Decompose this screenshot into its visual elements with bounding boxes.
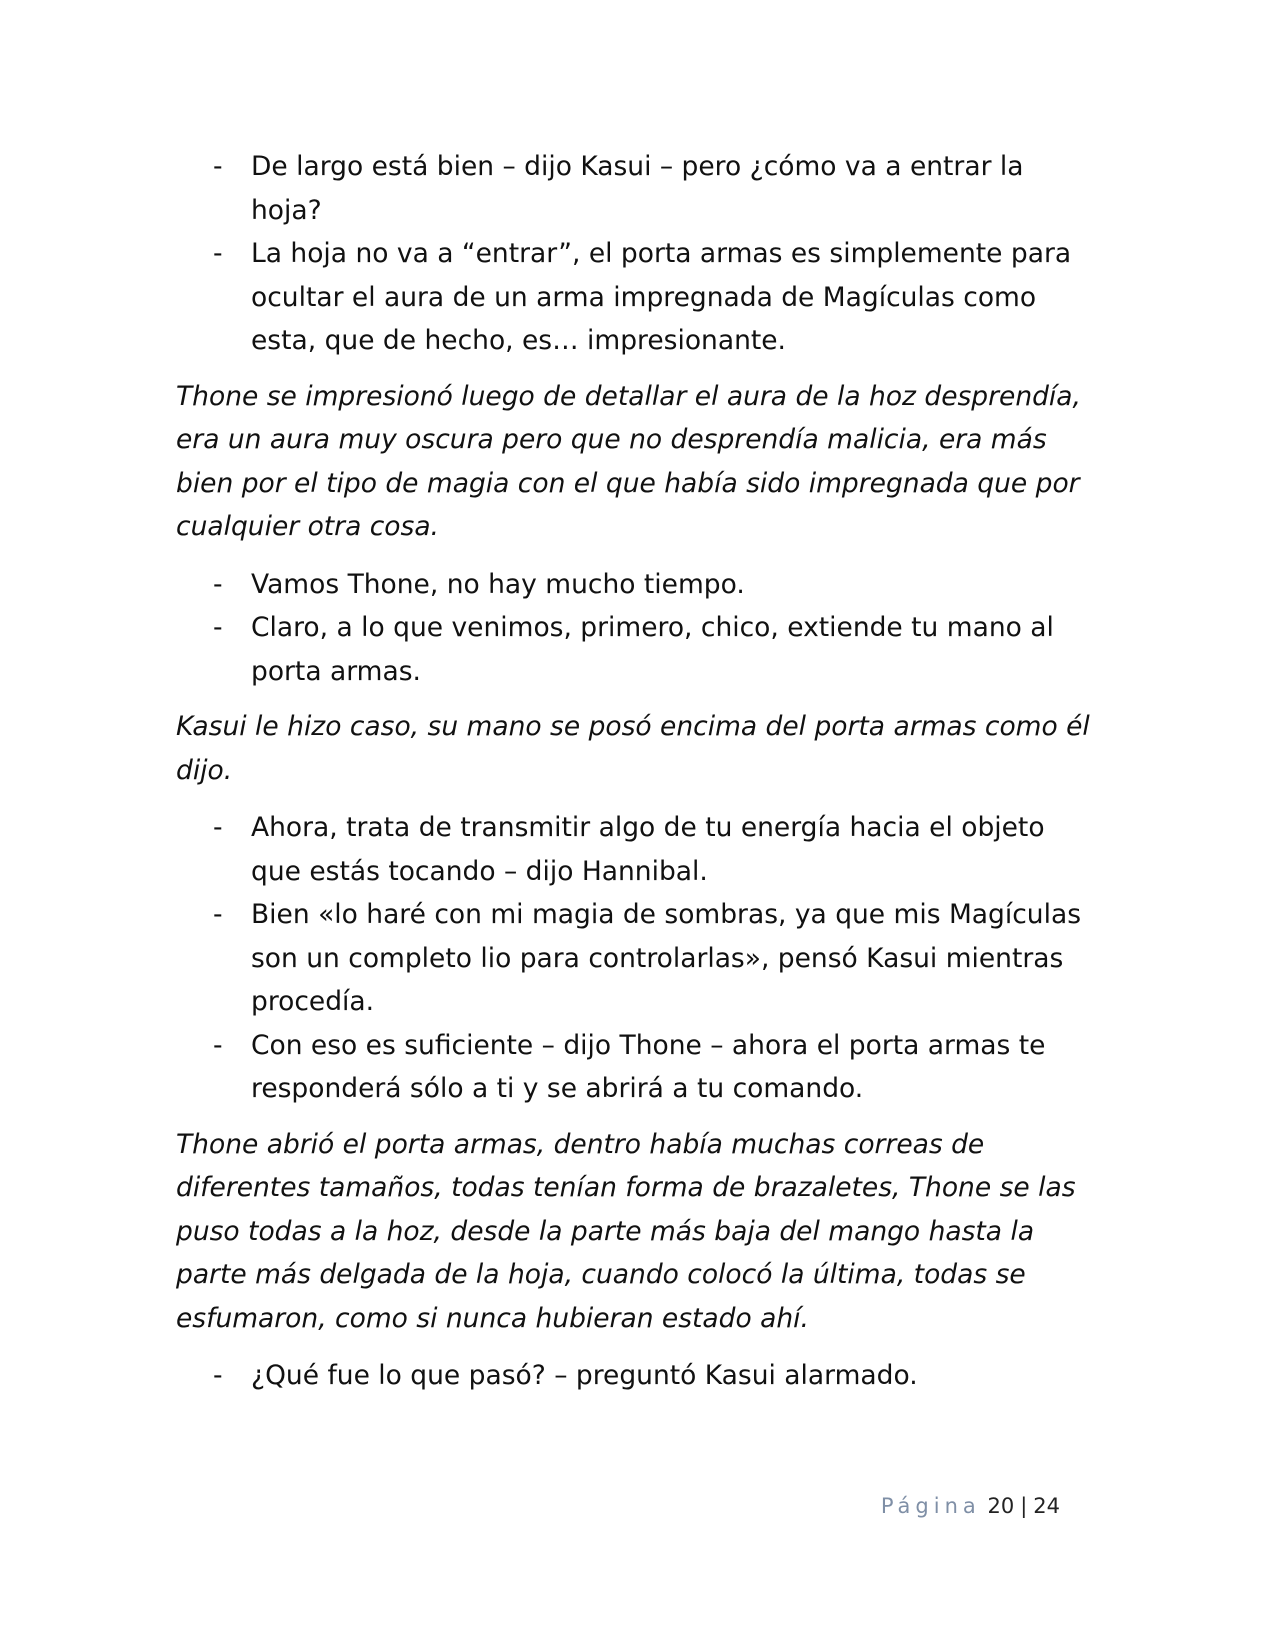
dialogue-text: Con eso es suficiente – dijo Thone – ahora el porta armas te responderá sólo a ti y se abrirá a tu comando. xyxy=(251,1029,1046,1104)
dialogue-list xyxy=(176,145,1096,363)
dialogue-line xyxy=(176,145,1096,232)
dialogue-dash: - xyxy=(213,1360,223,1391)
dialogue-list xyxy=(176,563,1096,694)
page-number: 20 xyxy=(987,1494,1015,1518)
narration-paragraph: Thone abrió el porta armas, dentro había muchas correas de diferentes tamaños, todas tenían forma de brazaletes, Thone se las puso todas a la hoz, desde la parte más baja del mango hasta la parte más delgada de la hoja, cuando colocó la última, todas se esfumaron, como si nunca hubieran estado ahí. xyxy=(176,1128,1076,1334)
dialogue-line xyxy=(176,606,1096,693)
dialogue-line xyxy=(176,232,1096,363)
dialogue-text: Claro, a lo que venimos, primero, chico, extiende tu mano al porta armas. xyxy=(251,612,1054,687)
dialogue-list xyxy=(176,806,1096,1111)
dialogue-text: Vamos Thone, no hay mucho tiempo. xyxy=(251,568,745,600)
page-total: 24 xyxy=(1033,1494,1060,1518)
narration-paragraph: Thone se impresionó luego de detallar el aura de la hoz desprendía, era un aura muy oscura pero que no desprendía malicia, era más bien por el tipo de magia con el que había sido impregnada que por cualquier otra cosa. xyxy=(176,380,1081,542)
dialogue-line xyxy=(176,1024,1096,1111)
dialogue-dash: - xyxy=(213,151,223,182)
dialogue-line xyxy=(176,563,1096,607)
page-footer xyxy=(881,1492,1060,1520)
dialogue-dash: - xyxy=(213,899,223,930)
page-separator: | xyxy=(1020,1494,1028,1518)
dialogue-list xyxy=(176,1354,1096,1398)
dialogue-dash: - xyxy=(213,568,223,600)
narration-paragraph: Kasui le hizo caso, su mano se posó encima del porta armas como él dijo. xyxy=(176,711,1090,786)
dialogue-line xyxy=(176,1354,1096,1398)
dialogue-text: Ahora, trata de transmitir algo de tu energía hacia el objeto que estás tocando – dijo Hannibal. xyxy=(251,812,1045,887)
dialogue-dash: - xyxy=(213,238,223,269)
dialogue-text: Bien «lo haré con mi magia de sombras, ya que mis Magículas son un completo lio para controlarlas», pensó Kasui mientras procedía. xyxy=(251,899,1082,1017)
dialogue-text: De largo está bien – dijo Kasui – pero ¿cómo va a entrar la hoja? xyxy=(251,151,1024,226)
page-content xyxy=(176,145,1096,1398)
dialogue-text: ¿Qué fue lo que pasó? – preguntó Kasui alarmado. xyxy=(251,1360,918,1391)
dialogue-text: La hoja no va a “entrar”, el porta armas es simplemente para ocultar el aura de un arma impregnada de Magículas como esta, que de hecho, es… impresionante. xyxy=(251,238,1072,356)
page-label: Página xyxy=(880,1494,981,1518)
dialogue-dash: - xyxy=(213,1029,223,1061)
dialogue-line xyxy=(176,806,1096,893)
dialogue-dash: - xyxy=(213,612,223,643)
dialogue-dash: - xyxy=(213,812,223,843)
dialogue-line xyxy=(176,893,1096,1024)
